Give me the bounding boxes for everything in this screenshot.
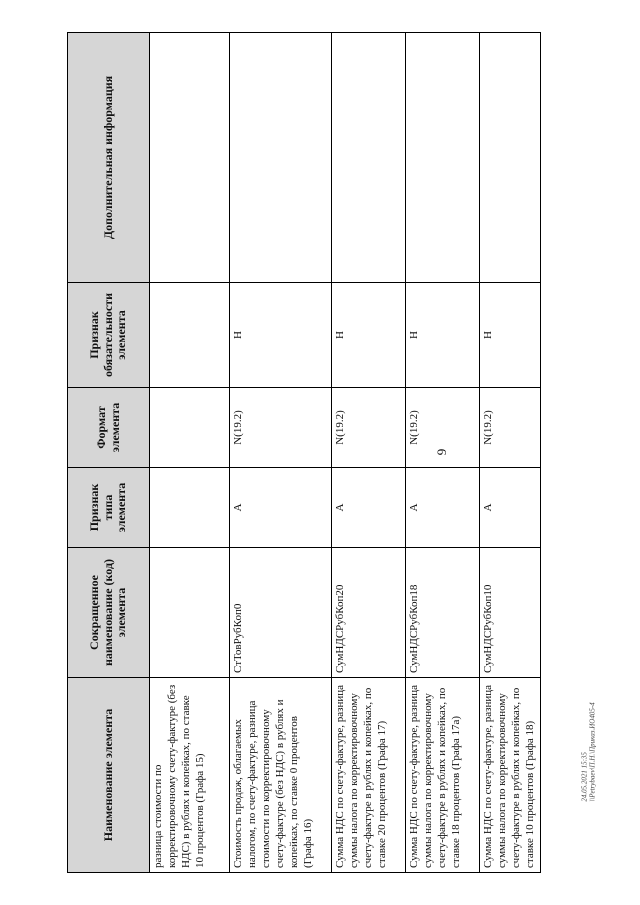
rotated-page-content: [67, 33, 536, 873]
cell-name: Стоимость продаж, облагаемых налогом, по счету-фактуре, разница стоимости по корректировочному счету-фактуре (без НДС) в рублях и копейках, по ставке 0 процентов (Графа 16): [230, 678, 332, 873]
cell-required: Н: [406, 283, 480, 388]
table-row: [230, 33, 332, 873]
cell-code: СтТовРубКоп0: [230, 548, 332, 678]
table-header-row: [68, 33, 150, 873]
header-element-code: Сокращенное наименование (код) элемента: [68, 548, 150, 678]
cell-type: А: [406, 468, 480, 548]
cell-required: Н: [480, 283, 541, 388]
table-row: [480, 33, 541, 873]
cell-name: Сумма НДС по счету-фактуре, разница суммы налога по корректировочному счету-фактуре в рублях и копейках, по ставке 10 процентов (Графа 18): [480, 678, 541, 873]
cell-type: А: [332, 468, 406, 548]
cell-format: N(19.2): [230, 388, 332, 468]
cell-code: СумНДСРубКоп18: [406, 548, 480, 678]
cell-required: Н: [332, 283, 406, 388]
cell-code: СумНДСРубКоп20: [332, 548, 406, 678]
table-row: [406, 33, 480, 873]
cell-code: СумНДСРубКоп10: [480, 548, 541, 678]
cell-format: N(19.2): [480, 388, 541, 468]
cell-format: N(19.2): [406, 388, 480, 468]
cell-info: [480, 33, 541, 283]
cell-required: Н: [230, 283, 332, 388]
header-element-format: Формат элемента: [68, 388, 150, 468]
page-number: 9: [434, 448, 449, 456]
cell-info: [150, 33, 230, 283]
elements-table: [67, 32, 541, 873]
cell-format: [150, 388, 230, 468]
cell-code: [150, 548, 230, 678]
cell-name: разница стоимости по корректировочному счету-фактуре (без НДС) в рублях и копейках, по ставке 10 процентов (Графа 15): [150, 678, 230, 873]
cell-name: Сумма НДС по счету-фактуре, разница суммы налога по корректировочному счету-фактуре в рублях и копейках, по ставке 20 процентов (Графа 17): [332, 678, 406, 873]
stamp-date: 24.05.2021 15:35: [580, 752, 589, 802]
table-row: [150, 33, 230, 873]
header-element-required: Признак обязательности элемента: [68, 283, 150, 388]
cell-info: [332, 33, 406, 283]
header-element-type: Признак типа элемента: [68, 468, 150, 548]
cell-info: [406, 33, 480, 283]
table-row: [332, 33, 406, 873]
cell-format: N(19.2): [332, 388, 406, 468]
stamp-path: \\Petrybaev\П.Н.\Приказ.ИО405-4: [589, 702, 597, 802]
cell-type: А: [480, 468, 541, 548]
cell-required: [150, 283, 230, 388]
cell-type: [150, 468, 230, 548]
header-additional-info: Дополнительная информация: [68, 33, 150, 283]
cell-info: [230, 33, 332, 283]
document-stamp: [581, 702, 598, 801]
cell-type: А: [230, 468, 332, 548]
header-element-name: Наименование элемента: [68, 678, 150, 873]
cell-name: Сумма НДС по счету-фактуре, разница суммы налога по корректировочному счету-фактуре в рублях и копейках, по ставке 18 процентов (Графа 17а): [406, 678, 480, 873]
